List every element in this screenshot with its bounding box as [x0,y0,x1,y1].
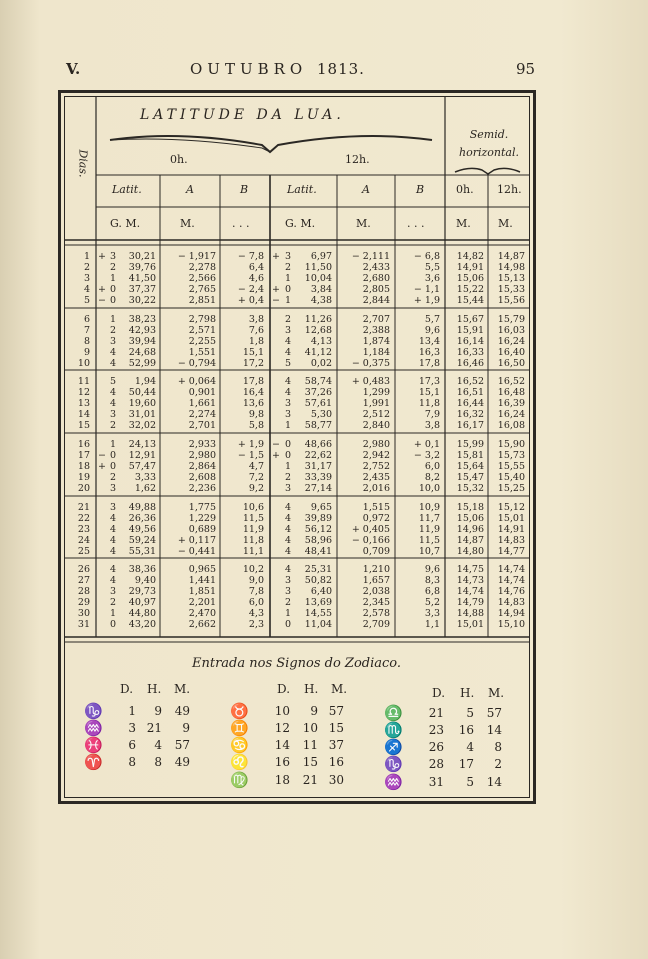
zodiac-hour: 15 [302,755,318,769]
zodiac-day: 26 [428,740,444,754]
year: 1813. [316,60,365,78]
min-0-column: 38,23 42,93 39,94 24,68 52,99 [128,314,156,369]
days-column: 16 17 18 19 20 [77,439,90,494]
min-12-column: 11,26 12,68 4,13 41,12 0,02 [304,314,332,369]
m-a12-unit: M. [356,217,371,230]
zodiac-hour: 5 [466,775,474,789]
semid-12-column: 15,90 15,73 15,55 15,40 15,25 [497,439,525,494]
b-0-column: 3,8 7,6 1,8 15,1 17,2 [242,314,264,369]
zodiac-hour: 17 [458,757,474,771]
zodiac-hour: 8 [154,755,162,769]
zodiac-sign-icon: ♐ [384,738,403,756]
zodiac-head-h: H. [304,682,319,696]
zodiac-minute: 49 [174,704,190,718]
zodiac-head-d: D. [120,682,134,696]
days-column: 26 27 28 29 30 31 [77,564,90,630]
a-12-column: + 0,483 1,299 1,991 2,512 2,840 [351,376,390,431]
min-12-column: 9,65 39,89 56,12 58,96 48,41 [304,502,332,557]
a-0-column: + 0,064 0,901 1,661 2,274 2,701 [177,376,216,431]
zodiac-day: 1 [128,704,136,718]
semid-0-column: 15,18 15,06 14,96 14,87 14,80 [456,502,484,557]
zodiac-minute: 8 [494,740,502,754]
semid-0-column: 15,67 15,91 16,14 16,33 16,46 [456,314,484,369]
deg-0-column: 5 4 4 3 2 [110,376,117,431]
dots-b0-unit: . . . [232,217,250,230]
zodiac-minute: 37 [328,738,344,752]
days-column: 11 12 13 14 15 [77,376,90,431]
zodiac-day: 3 [128,721,136,735]
sign-0-column: − + [98,450,106,472]
zodiac-sign-icon: ♒ [84,719,103,737]
b-12-column: 10,9 11,7 11,9 11,5 10,7 [418,502,440,557]
sign-12-column: − + [272,439,280,461]
zodiac-head-d: D. [277,682,291,696]
zodiac-head-h: H. [460,686,475,700]
zodiac-hour: 16 [458,723,474,737]
latit-12-header: Latit. [287,183,317,196]
a-0-column: 2,933 2,980 2,864 2,608 2,236 [188,439,216,494]
semid-0-column: 14,75 14,73 14,74 14,79 14,88 15,01 [456,564,484,630]
b-0-column: 10,6 11,5 11,9 11,8 11,1 [242,502,264,557]
min-0-column: 30,21 39,76 41,50 37,37 30,22 [128,251,156,306]
zodiac-sign-icon: ♑ [384,755,403,773]
dots-b12-unit: . . . [407,217,425,230]
zodiac-hour: 9 [310,704,318,718]
zodiac-hour: 11 [302,738,318,752]
zodiac-minute: 30 [328,773,344,787]
zodiac-head-m: M. [488,686,505,700]
deg-0-column: 3 4 4 4 4 [110,502,117,557]
zodiac-minute: 14 [486,775,502,789]
deg-12-column: 4 4 3 3 1 [285,376,292,431]
b-0-column: 17,8 16,4 13,6 9,8 5,8 [242,376,264,431]
zodiac-day: 18 [274,773,290,787]
zodiac-sign-icon: ♒ [384,773,403,791]
zodiac-sign-icon: ♉ [230,702,249,720]
b-12-column: 9,6 8,3 6,8 5,2 3,3 1,1 [424,564,440,630]
semid-12-column: 15,79 16,03 16,24 16,40 16,50 [497,314,525,369]
zodiac-day: 21 [428,706,444,720]
zodiac-day: 28 [428,757,444,771]
semid-0-column: 15,99 15,81 15,64 15,47 15,32 [456,439,484,494]
zodiac-head-m: M. [331,682,348,696]
zodiac-sign-icon: ♓ [84,736,103,754]
zodiac-head-h: H. [147,682,162,696]
min-12-column: 48,66 22,62 31,17 33,39 27,14 [304,439,332,494]
semid-0-column: 14,82 14,91 15,06 15,22 15,44 [456,251,484,306]
zodiac-sign-icon: ♈ [84,753,103,771]
zodiac-day: 12 [274,721,290,735]
semid-0-header: 0h. [456,183,474,196]
zodiac-head-m: M. [174,682,191,696]
b-12-column: + 0,1 − 3,2 6,0 8,2 10,0 [413,439,440,494]
zodiac-hour: 4 [466,740,474,754]
page-number: 95 [516,60,536,78]
deg-12-column: 3 2 1 0 1 [285,251,292,306]
zodiac-title: Entrada nos Signos do Zodiaco. [192,656,402,671]
b-12-column: − 6,8 5,5 3,6 − 1,1 + 1,9 [413,251,440,306]
a-0-column: 2,798 2,571 2,255 1,551 − 0,794 [177,314,216,369]
zodiac-hour: 9 [154,704,162,718]
days-column-label: Dias. [76,149,90,178]
semid-12-column: 14,87 14,98 15,13 15,33 15,56 [497,251,525,306]
zodiac-day: 23 [428,723,444,737]
zodiac-hour: 21 [302,773,318,787]
zodiac-day: 10 [274,704,290,718]
semid-12-column: 16,52 16,48 16,39 16,24 16,08 [497,376,525,431]
min-0-column: 38,36 9,40 29,73 40,97 44,80 43,20 [128,564,156,630]
a-0-header: A [186,183,194,196]
zodiac-head-d: D. [432,686,446,700]
zodiac-day: 6 [128,738,136,752]
zodiac-minute: 57 [174,738,190,752]
semid-0-column: 16,52 16,51 16,44 16,32 16,17 [456,376,484,431]
a-12-column: 1,210 1,657 2,038 2,345 2,578 2,709 [362,564,390,630]
semid-label: Semid. horizontal. [459,128,519,159]
zodiac-minute: 15 [328,721,344,735]
days-column: 21 22 23 24 25 [77,502,90,557]
deg-0-column: 1 0 0 2 3 [110,439,117,494]
b-12-column: 17,3 15,1 11,8 7,9 3,8 [418,376,440,431]
semid-12-column: 15,12 15,01 14,91 14,83 14,77 [497,502,525,557]
deg-12-column: 2 3 4 4 5 [285,314,292,369]
days-column: 1 2 3 4 5 [83,251,90,306]
m-s0-unit: M. [456,217,471,230]
a-12-column: 1,515 0,972 + 0,405 − 0,166 0,709 [351,502,390,557]
a-0-column: 0,965 1,441 1,851 2,201 2,470 2,662 [188,564,216,630]
min-12-column: 6,97 11,50 10,04 3,84 4,38 [304,251,332,306]
zodiac-minute: 16 [328,755,344,769]
zodiac-sign-icon: ♏ [384,721,403,739]
zodiac-hour: 4 [154,738,162,752]
b-12-header: B [416,183,425,196]
table-title: LATITUDE DA LUA. [140,107,345,123]
a-12-column: 2,980 2,942 2,752 2,435 2,016 [362,439,390,494]
m-s12-unit: M. [498,217,513,230]
zodiac-minute: 9 [182,721,190,735]
min-0-column: 1,94 50,44 19,60 31,01 32,02 [128,376,156,431]
semid-12-column: 14,74 14,74 14,76 14,83 14,94 15,10 [497,564,525,630]
a-0-column: 1,775 1,229 0,689 + 0,117 − 0,441 [177,502,216,557]
zodiac-hour: 10 [302,721,318,735]
semid-12-header: 12h. [497,183,522,196]
zodiac-hour: 5 [466,706,474,720]
b-0-column: 10,2 9,0 7,8 6,0 4,3 2,3 [242,564,264,630]
zodiac-minute: 49 [174,755,190,769]
b-0-header: B [240,183,249,196]
a-0-column: − 1,917 2,278 2,566 2,765 2,851 [177,251,216,306]
zodiac-sign-icon: ♊ [230,719,249,737]
zodiac-minute: 14 [486,723,502,737]
days-column: 6 7 8 9 10 [77,314,90,369]
b-0-column: − 7,8 6,4 4,6 − 2,4 + 0,4 [237,251,264,306]
sign-12-column: + + − [272,251,280,306]
min-0-column: 24,13 12,91 57,47 3,33 1,62 [128,439,156,494]
gm-0-unit: G. M. [110,217,141,230]
zodiac-sign-icon: ♌ [230,753,249,771]
zodiac-minute: 57 [486,706,502,720]
deg-0-column: 1 2 3 4 4 [110,314,117,369]
zodiac-sign-icon: ♎ [384,704,403,722]
a-12-header: A [362,183,370,196]
hour-0-label: 0h. [170,153,188,166]
deg-12-column: 4 4 4 4 4 [285,502,292,557]
sign-0-column: + + − [98,251,106,306]
zodiac-day: 16 [274,755,290,769]
deg-0-column: 3 2 1 0 0 [110,251,117,306]
zodiac-sign-icon: ♋ [230,736,249,754]
deg-12-column: 0 0 1 2 3 [285,439,292,494]
zodiac-minute: 2 [494,757,502,771]
zodiac-sign-icon: ♑ [84,702,103,720]
month-name: OUTUBRO [190,60,308,78]
b-12-column: 5,7 9,6 13,4 16,3 17,8 [418,314,440,369]
zodiac-day: 14 [274,738,290,752]
min-12-column: 25,31 50,82 6,40 13,69 14,55 11,04 [304,564,332,630]
zodiac-day: 8 [128,755,136,769]
min-0-column: 49,88 26,36 49,56 59,24 55,31 [128,502,156,557]
hour-12-label: 12h. [345,153,370,166]
zodiac-day: 31 [428,775,444,789]
a-12-column: − 2,111 2,433 2,680 2,805 2,844 [351,251,390,306]
zodiac-sign-icon: ♍ [230,771,249,789]
latit-0-header: Latit. [112,183,142,196]
zodiac-minute: 57 [328,704,344,718]
b-0-column: + 1,9 − 1,5 4,7 7,2 9,2 [237,439,264,494]
deg-0-column: 4 4 3 2 1 0 [110,564,117,630]
section-number: V. [66,60,81,78]
min-12-column: 58,74 37,26 57,61 5,30 58,77 [304,376,332,431]
m-a0-unit: M. [180,217,195,230]
deg-12-column: 4 3 3 2 1 0 [285,564,292,630]
a-12-column: 2,707 2,388 1,874 1,184 − 0,375 [351,314,390,369]
zodiac-hour: 21 [146,721,162,735]
gm-12-unit: G. M. [285,217,316,230]
